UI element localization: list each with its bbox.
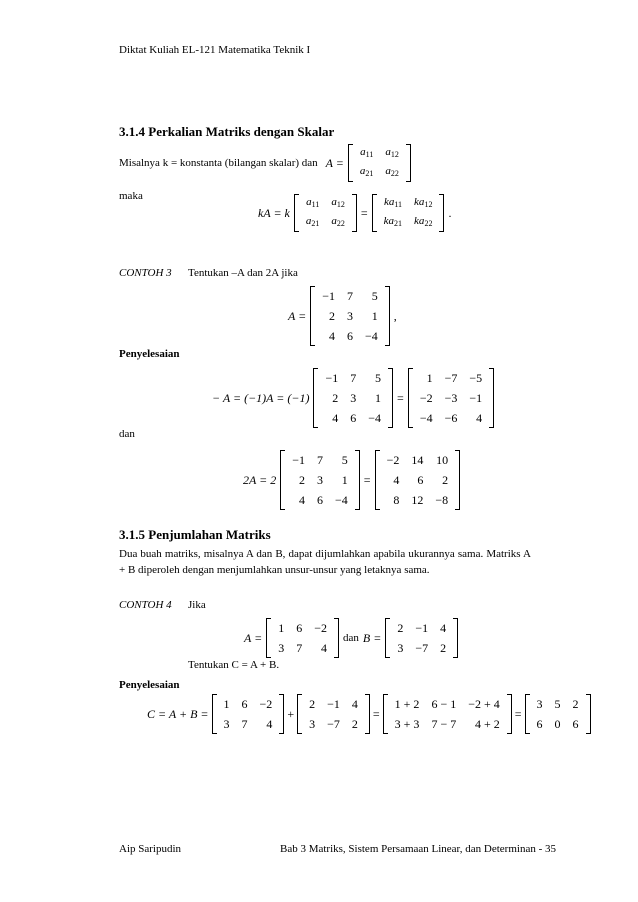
matrix-a-two-source [280,450,360,510]
matrix-cell: 12 [411,493,424,507]
c-equals-label: C = A + B = [147,706,209,721]
matrix-cell: 6 [536,717,543,731]
matrix-cell: 2 [332,391,339,405]
matrix-cell: −4 [419,411,433,425]
matrix-cell: 2 [442,473,449,487]
matrix-two-a-result [375,450,461,510]
matrix-a-c3 [310,286,390,346]
matrix-b-c4 [385,618,458,658]
matrix-cell: −3 [444,391,458,405]
equals-sign: = [397,390,404,405]
matrix-table [389,694,506,734]
matrix-a-c4 [266,618,339,658]
matrix-row [389,714,506,734]
matrix-row [303,714,364,734]
matrix-a-sum-term [212,694,285,734]
c-sum-equation [147,694,591,734]
matrix-cell: 1 + 2 [394,697,420,711]
matrix-table [381,450,455,510]
matrix-table [316,286,384,346]
matrix-row [218,694,279,714]
matrix-row [303,694,364,714]
matrix-cell: 14 [411,453,424,467]
matrix-row [531,714,585,734]
matrix-cell: 2 [299,473,305,487]
matrix-cell: −1 [325,371,339,385]
matrix-cell: 4 + 2 [474,717,500,731]
matrix-a-definition [288,286,397,346]
matrix-cell: 3 [317,473,323,487]
matrix-cell: 7 [347,289,353,303]
intro-line [119,144,411,182]
matrix-cell: 1 [371,309,378,323]
matrix-row [414,368,488,388]
matrix-cell: 4 [440,621,447,635]
matrix-cell: 4 [476,411,483,425]
period: . [448,205,452,220]
jika-text: Jika [188,599,206,611]
matrix-cell: 2 [440,641,447,655]
matrix-table [303,694,364,734]
matrix-cell: −8 [435,493,449,507]
matrix-cell: 6 [241,697,248,711]
maka-text: maka [119,190,143,202]
matrix-cell: 2 [351,717,358,731]
matrix-cell: 3 [536,697,543,711]
matrix-cell: −2 [314,621,327,635]
footer-chapter: Bab 3 Matriks, Sistem Persamaan Linear, dan Determinan - 35 [279,843,556,855]
equals-sign: = [372,706,380,721]
contoh-4-label: CONTOH 4 [119,599,172,611]
matrix-cell: 4 [321,641,327,655]
penyelesaian-label-2: Penyelesaian [119,679,180,691]
matrix-row [381,450,455,470]
ka-equation [258,194,451,232]
matrix-a-neg-source [313,368,393,428]
footer-author: Aip Saripudin [119,843,182,855]
matrix-row [272,618,333,638]
matrix-cell: 7 [296,641,303,655]
section-title-3-1-4: 3.1.4 Perkalian Matriks dengan Skalar [119,124,335,139]
matrix-cell: 4 [299,493,305,507]
matrix-cell: −1 [327,697,340,711]
matrix-elementwise-sum [383,694,512,734]
matrix-cell: −5 [469,371,483,385]
matrix-cell: 4 [329,329,335,343]
matrix-cell: 7 [317,453,323,467]
matrix-row [381,470,455,490]
matrix-cell: −1 [415,621,429,635]
matrix-row [286,490,354,510]
matrix-cell: 7 − 7 [431,717,457,731]
matrix-cell: 4 [266,717,273,731]
matrix-cell: 2 [572,697,579,711]
matrix-cell: 2 [329,309,335,323]
matrix-cell: 7 [241,717,248,731]
dan-text: dan [119,428,135,440]
matrix-row [389,694,506,714]
matrix-cell: 10 [436,453,449,467]
ka-label: kA = k [258,205,290,220]
matrix-cell: 3 [397,641,404,655]
a-equals-c4: A = [244,630,263,645]
neg-a-equation [212,368,494,428]
b-equals-c4: B = [362,630,382,645]
matrix-row [286,470,354,490]
equals-sign: = [360,205,368,220]
matrix-cell: 3 [309,717,316,731]
tentukan-text: Tentukan C = A + B. [188,659,280,671]
matrix-cell: −7 [415,641,429,655]
matrix-ka-symbolic: $ka_{11}$ $ka_{12}$ $ka_{21}$ $ka_{22}$ [372,194,445,232]
matrix-cell: −2 [259,697,273,711]
matrix-a-symbolic: $a_{11}$ $a_{12}$ $a_{21}$ $a_{22}$ [348,144,411,182]
matrix-cell: 6 [317,493,323,507]
two-a-label: 2A = 2 [243,472,277,487]
page-header: Diktat Kuliah EL-121 Matematika Teknik I [119,44,311,56]
matrix-cell: −1 [292,453,305,467]
matrix-cell: −2 [386,453,400,467]
matrix-cell: 3 [278,641,285,655]
matrix-table [319,368,387,428]
matrix-cell: 2 [309,697,316,711]
matrix-cell: 6 − 1 [431,697,457,711]
matrix-cell: 3 + 3 [394,717,420,731]
equals-sign: = [363,472,371,487]
matrix-cell: 7 [350,371,357,385]
matrix-row [319,368,387,388]
matrix-row [391,638,452,658]
contoh-3-text: Tentukan –A dan 2A jika [188,267,298,279]
matrix-cell: 5 [371,289,378,303]
matrix-cell: −7 [327,717,340,731]
matrix-cell: 1 [278,621,285,635]
a-equals: A = [325,155,344,170]
matrix-cell: 6 [417,473,424,487]
matrix-cell: 1 [341,473,348,487]
matrix-table [218,694,279,734]
matrix-row [218,714,279,734]
intro-text: Misalnya k = konstanta (bilangan skalar) dan [119,157,318,169]
matrix-cell: 1 [426,371,433,385]
matrix-cell: −2 [419,391,433,405]
matrix-row [316,306,384,326]
section-3-1-5-paragraph: Dua buah matriks, misalnya A dan B, dapat dijumlahkan apabila ukurannya sama. Matriks A + B diperoleh dengan menjumlahkan unsur-unsur yang letaknya sama. [119,548,531,576]
section-title-3-1-5: 3.1.5 Penjumlahan Matriks [119,527,271,542]
matrix-cell: 3 [347,309,353,323]
plus-sign: + [287,706,295,721]
matrix-cell: −4 [368,411,382,425]
matrix-cell: 3 [350,391,357,405]
matrix-row [381,490,455,510]
matrix-cell: 5 [341,453,348,467]
matrix-row [319,388,387,408]
a-b-definition [244,618,458,658]
matrix-row [391,618,452,638]
matrix-cell: −4 [335,493,348,507]
matrix-row [414,408,488,428]
matrix-cell: 0 [554,717,561,731]
matrix-row [316,286,384,306]
matrix-cell: 1 [375,391,382,405]
matrix-row [531,694,585,714]
equals-sign: = [514,706,522,721]
matrix-cell: 2 [397,621,404,635]
a-equals-c3: A = [288,308,307,323]
comma: , [393,308,397,323]
matrix-table [391,618,452,658]
matrix-cell: 6 [296,621,303,635]
contoh-3-label: CONTOH 3 [119,267,172,279]
matrix-cell: 1 [223,697,230,711]
matrix-row [319,408,387,428]
matrix-cell: 4 [332,411,339,425]
matrix-cell: −7 [444,371,458,385]
matrix-cell: −4 [365,329,378,343]
matrix-cell: 4 [351,697,358,711]
matrix-table [414,368,488,428]
matrix-cell: −1 [322,289,335,303]
matrix-table [272,618,333,658]
matrix-cell: 3 [223,717,230,731]
matrix-row [286,450,354,470]
matrix-cell: 6 [350,411,357,425]
two-a-equation [243,450,460,510]
matrix-c-result [525,694,591,734]
matrix-a-symbolic-2: $a_{11}$ $a_{12}$ $a_{21}$ $a_{22}$ [294,194,357,232]
matrix-row [414,388,488,408]
matrix-cell: 8 [393,493,400,507]
matrix-cell: −2 + 4 [468,697,500,711]
matrix-cell: −1 [469,391,483,405]
matrix-cell: 4 [393,473,400,487]
matrix-b-sum-term [297,694,370,734]
neg-a-label: − A = (−1)A = (−1) [212,390,310,405]
matrix-row [272,638,333,658]
dan-c4: dan [343,632,359,644]
matrix-cell: −6 [444,411,458,425]
matrix-cell: 5 [375,371,382,385]
matrix-cell: 6 [347,329,353,343]
matrix-table [531,694,585,734]
matrix-cell: 6 [572,717,579,731]
penyelesaian-label-1: Penyelesaian [119,348,180,360]
matrix-row [316,326,384,346]
matrix-neg-a-result [408,368,494,428]
matrix-cell: 5 [554,697,561,711]
matrix-table [286,450,354,510]
